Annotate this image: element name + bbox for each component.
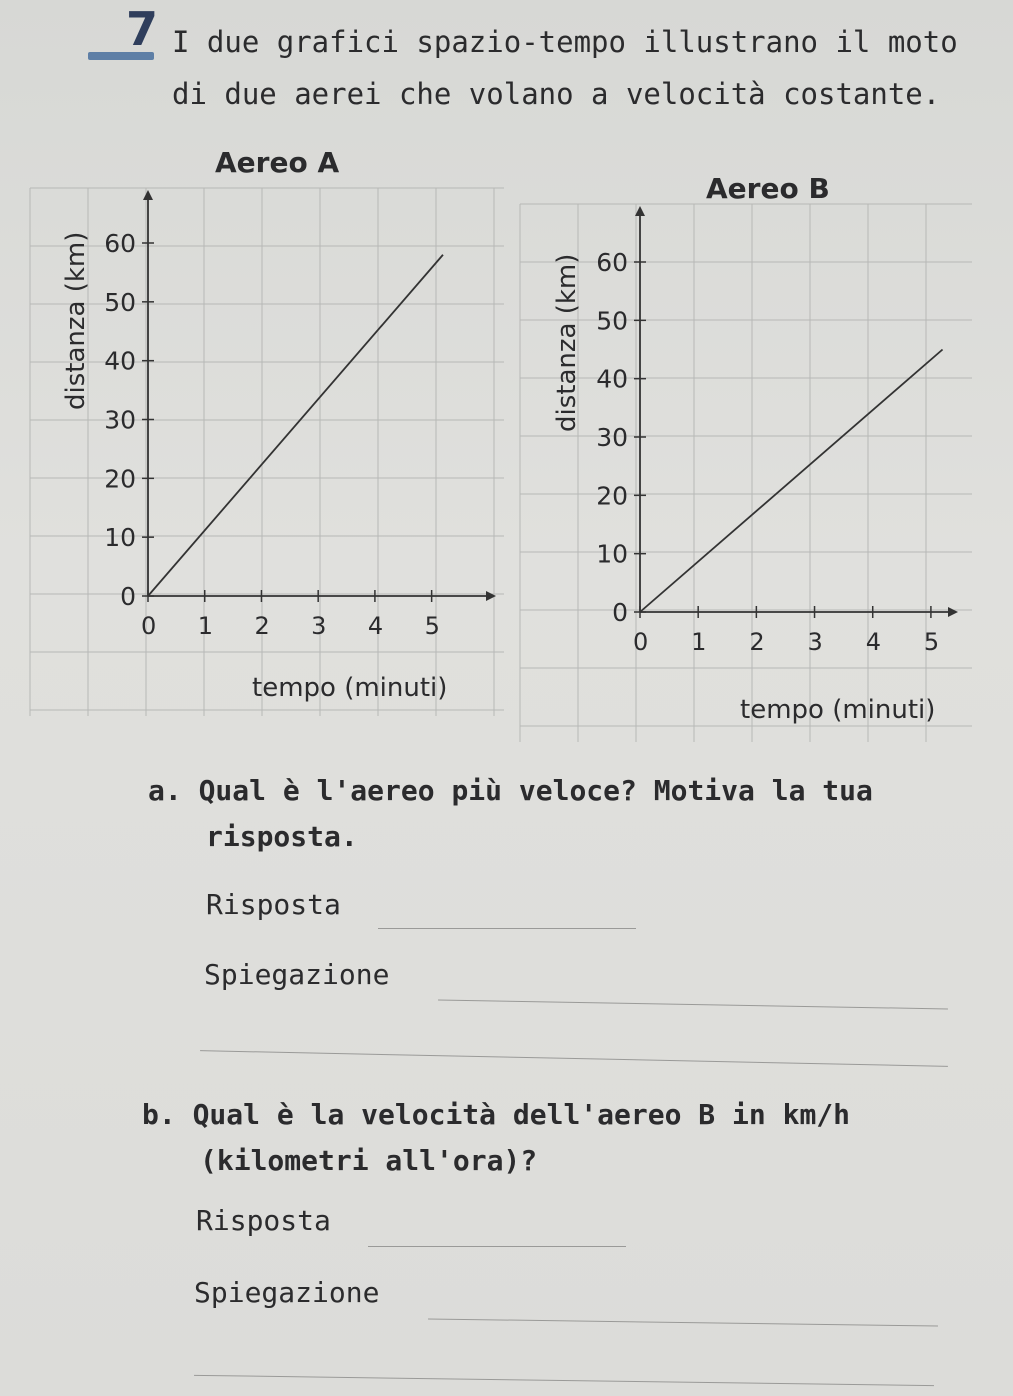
x-axis-label-b: tempo (minuti): [740, 695, 936, 725]
x-axis-arrow: [948, 607, 958, 617]
chart-title-b: Aereo B: [706, 172, 830, 205]
y-tick-label: 50: [596, 306, 628, 336]
axes-b: [635, 206, 958, 617]
explain-a-line-1[interactable]: [438, 1000, 948, 1010]
intro-line-1: I due grafici spazio-tempo illustrano il moto: [172, 25, 958, 59]
y-tick-label: 50: [104, 287, 136, 317]
x-tick-label: 3: [311, 612, 327, 640]
y-tick-label: 60: [596, 248, 628, 277]
question-b-label: b.: [142, 1098, 176, 1131]
question-a-label: a.: [148, 774, 182, 807]
intro-line-2: di due aerei che volano a velocità costante.: [172, 77, 941, 111]
grid-b: [520, 204, 972, 742]
x-tick-label: 0: [633, 628, 649, 656]
explain-b-label: Spiegazione: [194, 1276, 380, 1309]
answer-b-label: Risposta: [196, 1204, 331, 1237]
y-axis-label-b: distanza (km): [552, 253, 582, 432]
x-tick-label: 0: [141, 612, 157, 640]
x-tick-label: 5: [923, 628, 940, 656]
x-tick-label: 1: [691, 628, 707, 656]
explain-b-line-2[interactable]: [194, 1375, 934, 1386]
x-axis-label-a: tempo (minuti): [252, 673, 448, 703]
y-tick-label: 20: [104, 464, 136, 494]
answer-a-label: Risposta: [206, 888, 341, 921]
explain-a-line-2[interactable]: [200, 1050, 948, 1067]
explain-b-line-1[interactable]: [428, 1318, 938, 1326]
x-tick-label: 3: [807, 628, 823, 656]
question-b: [142, 1092, 962, 1184]
x-tick-label: 5: [424, 612, 440, 640]
exercise-number: 7: [126, 2, 159, 56]
chart-title-a: Aereo A: [215, 146, 340, 179]
x-tick-label: 2: [749, 628, 765, 656]
x-tick-label: 4: [367, 612, 384, 640]
y-tick-label: 0: [612, 598, 628, 627]
question-a-line-1: Qual è l'aereo più veloce? Motiva la tua: [198, 774, 873, 807]
y-axis-label-a: distanza (km): [61, 231, 91, 410]
answer-b-line[interactable]: [368, 1246, 626, 1247]
y-tick-label: 10: [104, 523, 136, 553]
answer-a-line[interactable]: [378, 928, 636, 929]
y-tick-label: 0: [120, 582, 136, 611]
question-b-line-1: Qual è la velocità dell'aereo B in km/h: [192, 1098, 851, 1131]
series-line-aereo-b: [640, 350, 943, 613]
y-tick-label: 60: [104, 229, 136, 258]
y-tick-label: 10: [596, 539, 628, 569]
y-tick-label: 40: [104, 346, 136, 376]
question-a-line-2: risposta.: [206, 820, 358, 853]
y-tick-label: 40: [596, 364, 628, 394]
question-a: [148, 768, 968, 860]
x-tick-label: 4: [865, 628, 882, 656]
x-tick-label: 1: [197, 612, 214, 640]
ticks-b: [596, 248, 939, 656]
y-tick-label: 30: [104, 405, 136, 435]
x-tick-label: 2: [254, 612, 270, 640]
explain-a-label: Spiegazione: [204, 958, 390, 991]
question-b-line-2: (kilometri all'ora)?: [200, 1144, 538, 1177]
y-tick-label: 30: [596, 423, 628, 452]
y-tick-label: 20: [596, 481, 628, 511]
